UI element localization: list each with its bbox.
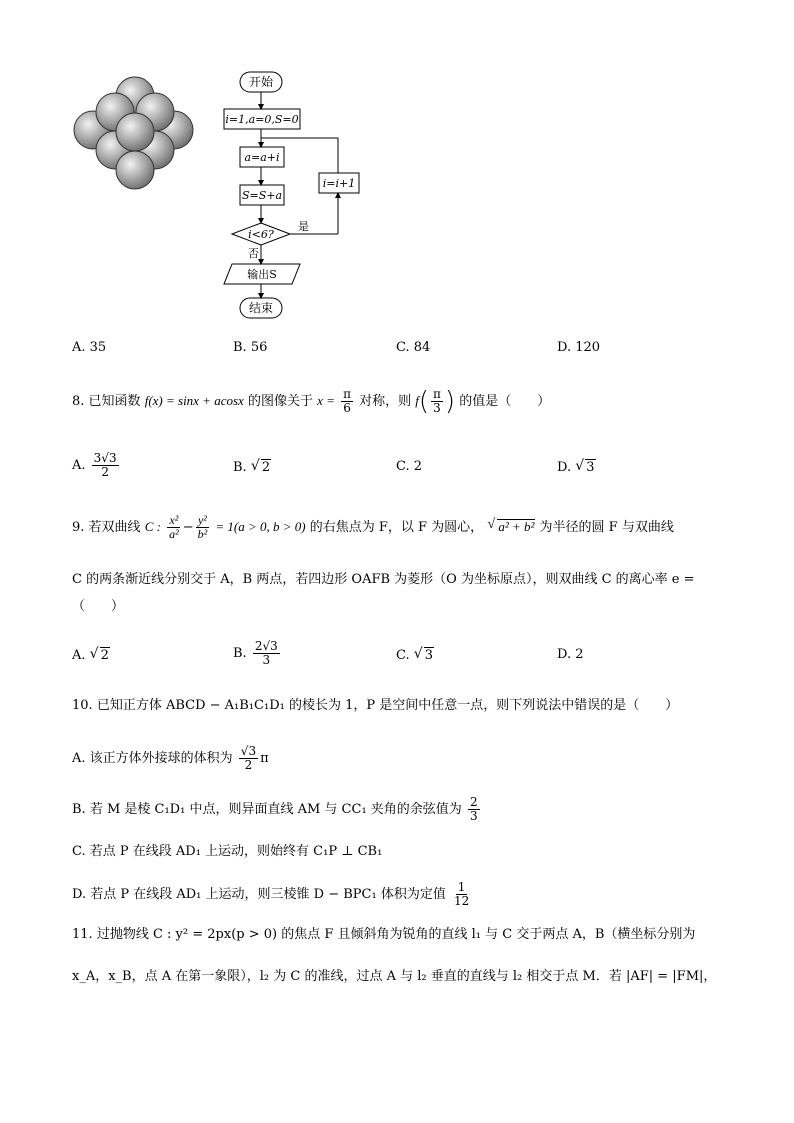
q10-option-c: C. 若点 P 在线段 AD₁ 上运动，则始终有 C₁P ⊥ CB₁ (72, 844, 383, 859)
q8-argument: $\frac{\pi}{3}$ (433, 387, 441, 416)
q8-text-a: 已知函数 (88, 394, 141, 410)
q8-number: 8. (72, 394, 85, 410)
flowchart-increment-label: i=i+1 (322, 177, 356, 190)
flowchart-step1-label: a=a+i (244, 151, 280, 164)
flowchart-start-label: 开始 (248, 75, 274, 89)
question-8: 8. 已知函数 f(x) = sinx + acosx 的图像关于 x = $\frac{\pi}{6}$ 对称，则 f( $\frac{\pi}{3}$ ) 的值是（ ） (72, 386, 551, 417)
question-9: 9. 若双曲线 C : $\frac{\text{x²}}{\text{a²}}$ − $\frac{\text{y²}}{\text{b²}}$ = 1(a > 0, b > 0) 的右焦点为 F，以 F 为圆心， √ a² + b² 为半径的圆 F 与双曲线 (72, 514, 674, 541)
spheres-figure (68, 72, 198, 196)
q9-option-b: B. $\frac{2√3}{3}$ (233, 639, 278, 668)
question-10: 10. 已知正方体 ABCD − A₁B₁C₁D₁ 的棱长为 1，P 是空间中任意一点，则下列说法中错误的是（ ） (72, 698, 679, 713)
q9-option-d: D. 2 (557, 647, 584, 662)
sphere (116, 151, 154, 189)
q8-text-d: 的值是（ ） (459, 394, 551, 410)
q9-option-a: A. √ 2 (72, 647, 110, 663)
q8-option-c: C. 2 (396, 459, 423, 474)
q9-line-2: C 的两条渐近线分别交于 A，B 两点，若四边形 OAFB 为菱形（O 为坐标原点），则双曲线 C 的离心率 e = (72, 572, 695, 587)
q8-f: f (415, 393, 419, 409)
q9-option-c: C. √ 3 (396, 647, 434, 663)
q8-option-a: A. $\frac{3√3}{2}$ (72, 451, 117, 480)
flowchart-step2-label: S=S+a (241, 189, 283, 202)
q7-option-b: B. 56 (233, 340, 268, 355)
q8-function: f(x) = sinx + acosx (144, 393, 244, 409)
q8-x-eq: x = (317, 393, 335, 409)
q8-text-b: 的图像关于 (247, 394, 313, 410)
flowchart-output-label: 输出S (247, 268, 277, 281)
q11-line-2: x_A，x_B，点 A 在第一象限），l₂ 为 C 的准线，过点 A 与 l₂ 垂直的直线与 l₂ 相交于点 M．若 |AF| = |FM|， (72, 969, 717, 984)
q9-line-3: （ ） (72, 599, 125, 614)
flowchart-condition-label: i<6? (248, 228, 274, 241)
q7-option-c: C. 84 (396, 340, 431, 355)
flowchart-no-label: 否 (248, 247, 259, 260)
flowchart-yes-label: 是 (298, 220, 309, 233)
q10-option-b: B. 若 M 是棱 C₁D₁ 中点，则异面直线 AM 与 CC₁ 夹角的余弦值为 $\frac{2}{3}$ (72, 795, 478, 824)
q7-option-a: A. 35 (72, 340, 107, 355)
q8-option-d: D. √ 3 (557, 459, 596, 475)
flowchart-end-label: 结束 (248, 301, 274, 315)
q8-option-b: B. √ 2 (233, 459, 271, 475)
flowchart (218, 66, 368, 328)
q10-option-d: D. 若点 P 在线段 AD₁ 上运动，则三棱锥 D − BPC₁ 体积为定值 $\frac{1}{12}$ (72, 880, 470, 909)
q8-fraction: $\frac{\pi}{6}$ (343, 387, 351, 416)
question-11: 11. 过抛物线 C : y² = 2px(p > 0) 的焦点 F 且倾斜角为锐角的直线 l₁ 与 C 交于两点 A，B（横坐标分别为 (72, 927, 696, 942)
sphere (116, 113, 154, 151)
q10-option-a: A. 该正方体外接球的体积为 $\frac{√3}{2}$ π (72, 744, 269, 773)
q8-text-c: 对称，则 (359, 394, 412, 410)
q7-option-d: D. 120 (557, 340, 601, 355)
flowchart-init-label: i=1,a=0,S=0 (225, 113, 299, 126)
